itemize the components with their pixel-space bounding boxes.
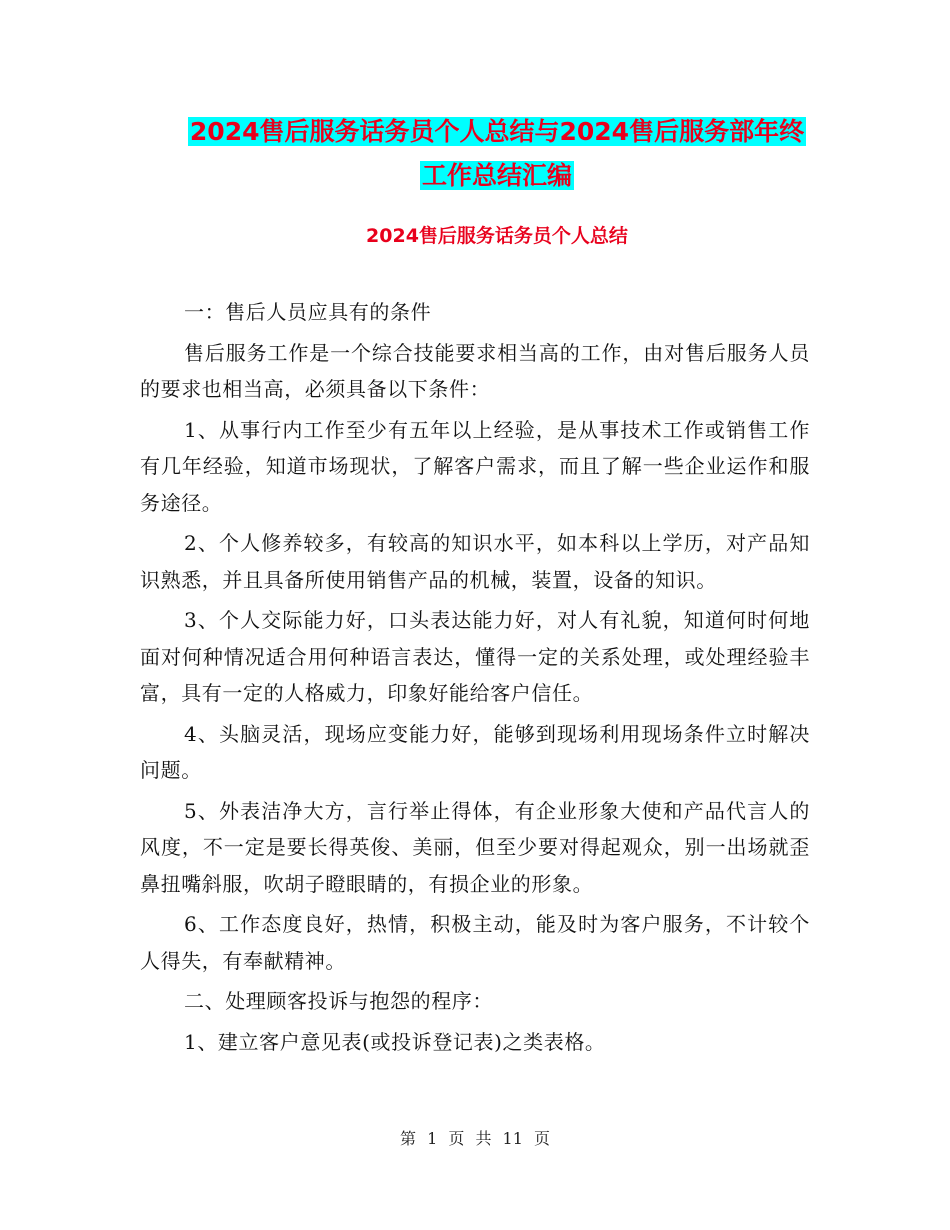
paragraph: 3、个人交际能力好，口头表达能力好，对人有礼貌，知道何时何地面对何种情况适合用何种语言表达，懂得一定的关系处理，或处理经验丰富，具有一定的人格威力，印象好能给客户信任。 (140, 608, 810, 705)
section-title: 2024售后服务话务员个人总结 (366, 225, 628, 247)
paragraph: 5、外表洁净大方，言行举止得体，有企业形象大使和产品代言人的风度，不一定是要长得英俊、美丽，但至少要对得起观众，别一出场就歪鼻扭嘴斜服，吹胡子瞪眼睛的，有损企业的形象。 (140, 798, 810, 896)
paragraph: 6、工作态度良好，热情，积极主动，能及时为客户服务，不计较个人得失，有奉献精神。 (140, 912, 810, 973)
paragraph: 一：售后人员应具有的条件 (184, 300, 432, 324)
paragraph: 二、处理顾客投诉与抱怨的程序： (184, 989, 493, 1013)
document-title-line1: 2024售后服务话务员个人总结与2024售后服务部年终 (189, 117, 805, 146)
document-body (140, 294, 810, 1064)
document-title (140, 110, 854, 198)
paragraph: 2、个人修养较多，有较高的知识水平，如本科以上学历，对产品知识熟悉，并且具备所使用销售产品的机械，装置，设备的知识。 (140, 531, 810, 592)
paragraph: 1、从事行内工作至少有五年以上经验，是从事技术工作或销售工作有几年经验，知道市场现状，了解客户需求，而且了解一些企业运作和服务途径。 (140, 417, 810, 515)
paragraph: 售后服务工作是一个综合技能要求相当高的工作，由对售后服务人员的要求也相当高，必须具备以下条件： (140, 340, 810, 401)
page-footer: 第 1 页 共 11 页 (400, 1129, 550, 1148)
paragraph: 4、头脑灵活，现场应变能力好，能够到现场利用现场条件立时解决问题。 (140, 721, 810, 782)
paragraph: 1、建立客户意见表(或投诉登记表)之类表格。 (184, 1029, 606, 1054)
document-title-line2: 工作总结汇编 (421, 161, 572, 190)
